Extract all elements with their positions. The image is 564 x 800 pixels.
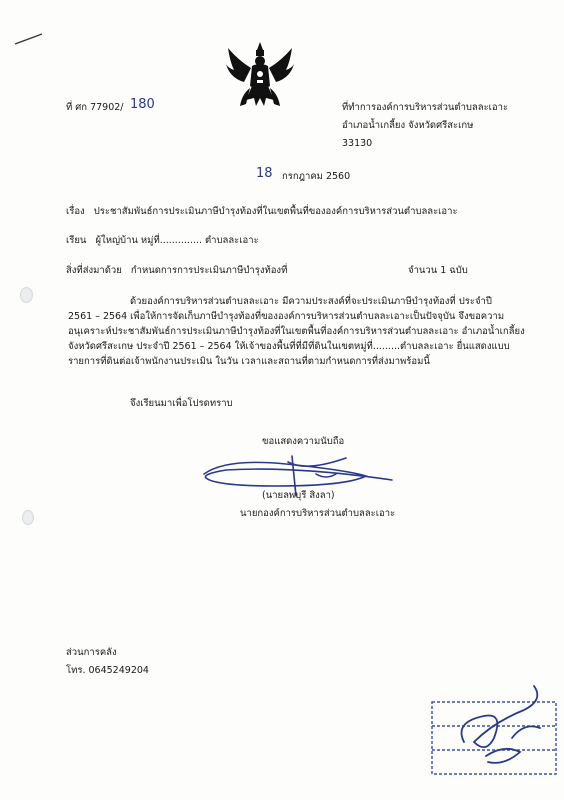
office-address-line-1: ที่ทำการองค์การบริหารส่วนตำบลละเอาะ [342,102,509,113]
enclosure-label: สิ่งที่ส่งมาด้วย [66,265,122,276]
subject-text: ประชาสัมพันธ์การประเมินภาษีบำรุงท้องที่ในเขตพื้นที่ขององค์การบริหารส่วนตำบลละเอาะ [93,206,458,217]
recipient-label: เรียน [66,235,87,246]
reference-number [66,101,124,114]
reference-prefix: ที่ ศก 77902/ [66,102,124,113]
body-line-5: รายการที่ดินต่อเจ้าพนักงานประเมิน ในวัน เวลาและสถานที่ตามกำหนดการที่ส่งมาพร้อมนี้ [68,356,430,367]
date-month-year: กรกฎาคม 2560 [282,171,351,182]
signatory-name: (นายลพบุรี สิงลา) [262,490,335,501]
office-address-line-2: อำเภอน้ำเกลี้ยง จังหวัดศรีสะเกษ [342,120,474,131]
punch-hole-top [20,287,33,303]
closing-request: จึงเรียนมาเพื่อโปรดทราบ [130,398,233,409]
footer-department: ส่วนการคลัง [66,647,117,658]
body-paragraph [68,294,525,369]
office-address-line-3: 33130 [342,138,373,149]
body-line-1: ด้วยองค์การบริหารส่วนตำบลละเอาะ มีความประสงค์ที่จะประเมินภาษีบำรุงท้องที่ ประจำปี [130,296,492,307]
date-day-handwritten: 18 [256,166,273,181]
subject-label: เรื่อง [66,206,85,217]
punch-hole-bottom [22,510,34,525]
garuda-emblem-icon [224,40,296,112]
enclosure-text: กำหนดการการประเมินภาษีบำรุงท้องที่ [130,265,288,276]
body-line-2: 2561 – 2564 เพื่อให้การจัดเก็บภาษีบำรุงท้องที่ขององค์การบริหารส่วนตำบลละเอาะเป็นปัจจุบัน จึงขอความ [68,311,505,322]
recipient-text: ผู้ใหญ่บ้าน หมู่ที่.............. ตำบลละเอาะ [95,235,259,246]
closing-regards: ขอแสดงความนับถือ [262,436,345,447]
body-line-4: จังหวัดศรีสะเกษ ประจำปี 2561 – 2564 ให้เจ้าของพื้นที่ที่มีที่ดินในเขตหมู่ที่.........ตำบลละเอาะ ยื่นแสดงแบบ [68,341,510,352]
body-line-3: อนุเคราะห์ประชาสัมพันธ์การประเมินภาษีบำรุงท้องที่ในเขตพื้นที่องค์การบริหารส่วนตำบลละเอาะ อำเภอน้ำเกลี้ยง [68,326,525,337]
subject-line [66,205,458,218]
pen-mark [14,32,44,46]
enclosure-line [66,264,287,277]
receipt-stamp [424,682,564,782]
recipient-line [66,234,259,247]
signatory-position: นายกองค์การบริหารส่วนตำบลละเอาะ [240,508,396,519]
reference-number-handwritten: 180 [130,97,155,112]
footer-phone: โทร. 0645249204 [66,665,149,676]
enclosure-count: จำนวน 1 ฉบับ [408,265,468,276]
